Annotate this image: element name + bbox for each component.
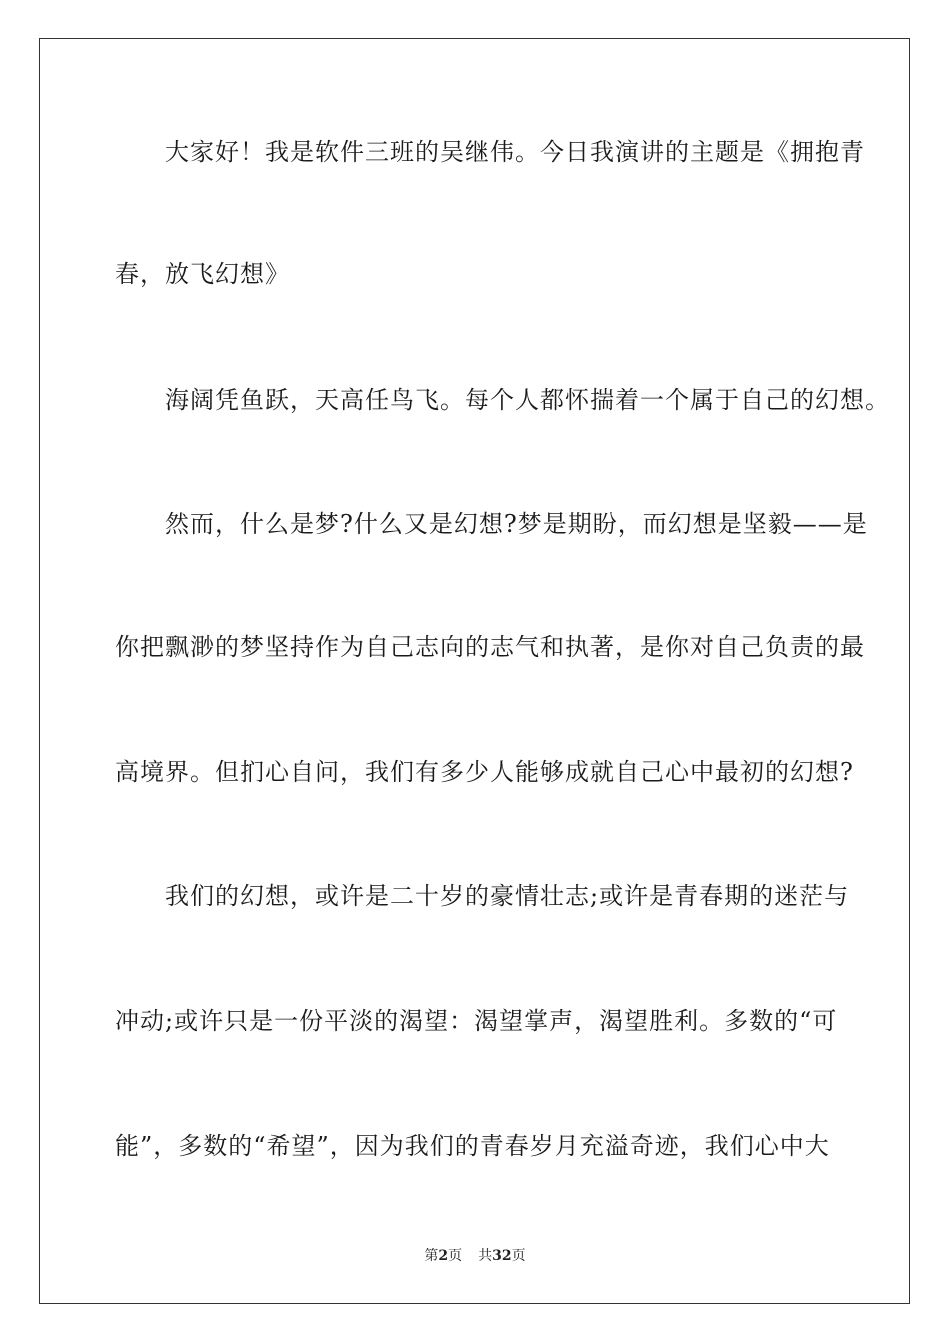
text-line: 然而，什么是梦?什么又是幻想?梦是期盼，而幻想是坚毅——是 xyxy=(165,510,868,538)
page-number: 2 xyxy=(438,1248,449,1264)
total-suffix: 页 xyxy=(511,1248,526,1264)
total-prefix: 共 xyxy=(478,1248,493,1264)
text-line: 春，放飞幻想》 xyxy=(115,260,290,288)
page-suffix: 页 xyxy=(448,1248,463,1264)
text-line: 高境界。但扪心自问，我们有多少人能够成就自己心中最初的幻想? xyxy=(115,758,854,786)
page-prefix: 第 xyxy=(424,1248,439,1264)
page-footer xyxy=(0,1247,950,1265)
page-border xyxy=(39,38,910,1304)
text-line: 冲动;或许只是一份平淡的渴望：渴望掌声，渴望胜利。多数的“可 xyxy=(115,1007,838,1035)
text-line: 大家好！我是软件三班的吴继伟。今日我演讲的主题是《拥抱青 xyxy=(165,138,865,166)
text-line: 能”，多数的“希望”，因为我们的青春岁月充溢奇迹，我们心中大 xyxy=(115,1132,830,1160)
text-line: 海阔凭鱼跃，天高任鸟飞。每个人都怀揣着一个属于自己的幻想。 xyxy=(165,386,890,414)
total-pages: 32 xyxy=(492,1248,512,1264)
text-line: 我们的幻想，或许是二十岁的豪情壮志;或许是青春期的迷茫与 xyxy=(165,882,850,910)
text-line: 你把飘渺的梦坚持作为自己志向的志气和执著，是你对自己负责的最 xyxy=(115,633,865,661)
